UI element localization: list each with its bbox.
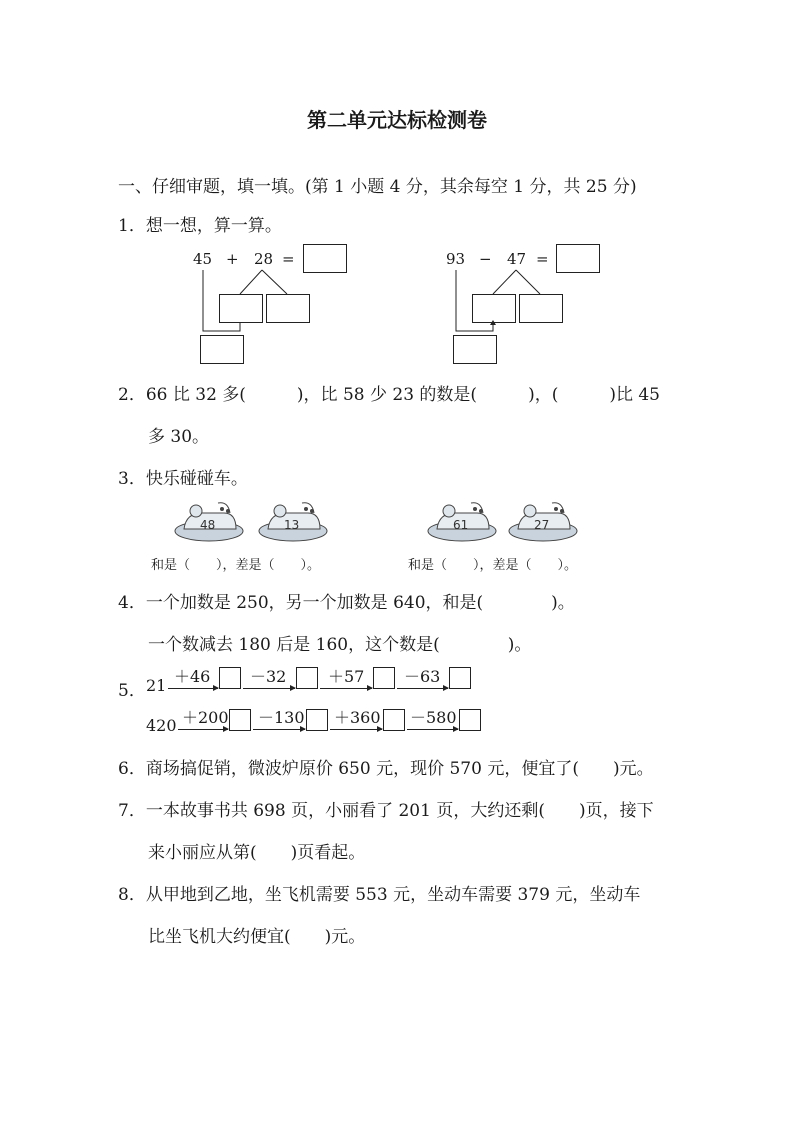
question-3-caption-right: 和是（ ），差是（ ）。 — [408, 558, 578, 573]
question-2-line-2: 多 30。 — [148, 427, 210, 447]
q5-row-2-box-4[interactable] — [459, 709, 481, 731]
q1-right-a: 93 — [446, 250, 466, 268]
bumper-car-2-number: 13 — [284, 518, 300, 532]
q5-row-2-op-2: －130 — [258, 708, 305, 727]
question-8-line-1: 8．从甲地到乙地，坐飞机需要 553 元，坐动车需要 379 元，坐动车 — [118, 885, 641, 905]
q1-left-a: 45 — [193, 250, 213, 268]
q5-row-2-op-3: ＋360 — [334, 708, 381, 727]
q1-right-op: − — [479, 250, 492, 268]
bumper-car-4-number: 27 — [534, 518, 550, 532]
q5-row-1-op-2: －32 — [250, 667, 287, 686]
q5-row-2-box-1[interactable] — [229, 709, 251, 731]
q5-row-1-start: 21 — [146, 676, 167, 695]
q5-row-2-box-2[interactable] — [306, 709, 328, 731]
q5-row-1-box-3[interactable] — [373, 667, 395, 689]
question-4-line-1: 4．一个加数是 250，另一个加数是 640，和是( )。 — [118, 593, 575, 613]
question-7-line-2: 来小丽应从第( )页看起。 — [148, 843, 366, 863]
q5-row-1-op-3: ＋57 — [328, 667, 365, 686]
q1-left-op: + — [226, 250, 239, 268]
q5-row-2-arrow-3 — [330, 729, 382, 730]
q5-row-1-arrow-2 — [243, 688, 295, 689]
question-3-caption-left: 和是（ ），差是（ ）。 — [151, 558, 321, 573]
question-8-line-2: 比坐飞机大约便宜( )元。 — [148, 927, 366, 947]
section-heading: 一、仔细审题，填一填。(第 1 小题 4 分，其余每空 1 分，共 25 分) — [118, 177, 637, 197]
q5-row-1-op-1: ＋46 — [174, 667, 211, 686]
q5-row-2-box-3[interactable] — [383, 709, 405, 731]
q5-row-2-op-1: ＋200 — [182, 708, 229, 727]
q5-row-2-arrow-1 — [178, 729, 228, 730]
q5-row-2-op-4: －580 — [410, 708, 457, 727]
q1-left-b: 28 — [254, 250, 274, 268]
q5-row-1-arrow-3 — [320, 688, 372, 689]
q5-row-1-arrow-1 — [168, 688, 218, 689]
bumper-car-3-number: 61 — [453, 518, 469, 532]
bumper-car-1-number: 48 — [200, 518, 216, 532]
q1-right-eq: = — [536, 250, 549, 268]
question-1-label: 1．想一想，算一算。 — [118, 216, 282, 236]
q5-row-1-box-2[interactable] — [296, 667, 318, 689]
question-5-label: 5． — [118, 681, 146, 701]
question-2-line-1: 2．66 比 32 多( )，比 58 少 23 的数是( )，( )比 45 — [118, 385, 660, 405]
q5-row-1-box-1[interactable] — [219, 667, 241, 689]
q5-row-1-op-4: －63 — [404, 667, 441, 686]
question-7-line-1: 7．一本故事书共 698 页，小丽看了 201 页，大约还剩( )页，接下 — [118, 801, 654, 821]
question-6: 6．商场搞促销，微波炉原价 650 元，现价 570 元，便宜了( )元。 — [118, 759, 654, 779]
question-3-label: 3．快乐碰碰车。 — [118, 469, 248, 489]
q5-row-2-arrow-4 — [407, 729, 458, 730]
q5-row-1-box-4[interactable] — [449, 667, 471, 689]
q5-row-2-start: 420 — [146, 716, 177, 735]
q5-row-1-arrow-4 — [397, 688, 448, 689]
q1-left-eq: = — [282, 250, 295, 268]
q5-row-2-arrow-2 — [253, 729, 305, 730]
q1-right-b: 47 — [507, 250, 527, 268]
page-title: 第二单元达标检测卷 — [307, 108, 487, 132]
question-4-line-2: 一个数减去 180 后是 160，这个数是( )。 — [148, 635, 532, 655]
